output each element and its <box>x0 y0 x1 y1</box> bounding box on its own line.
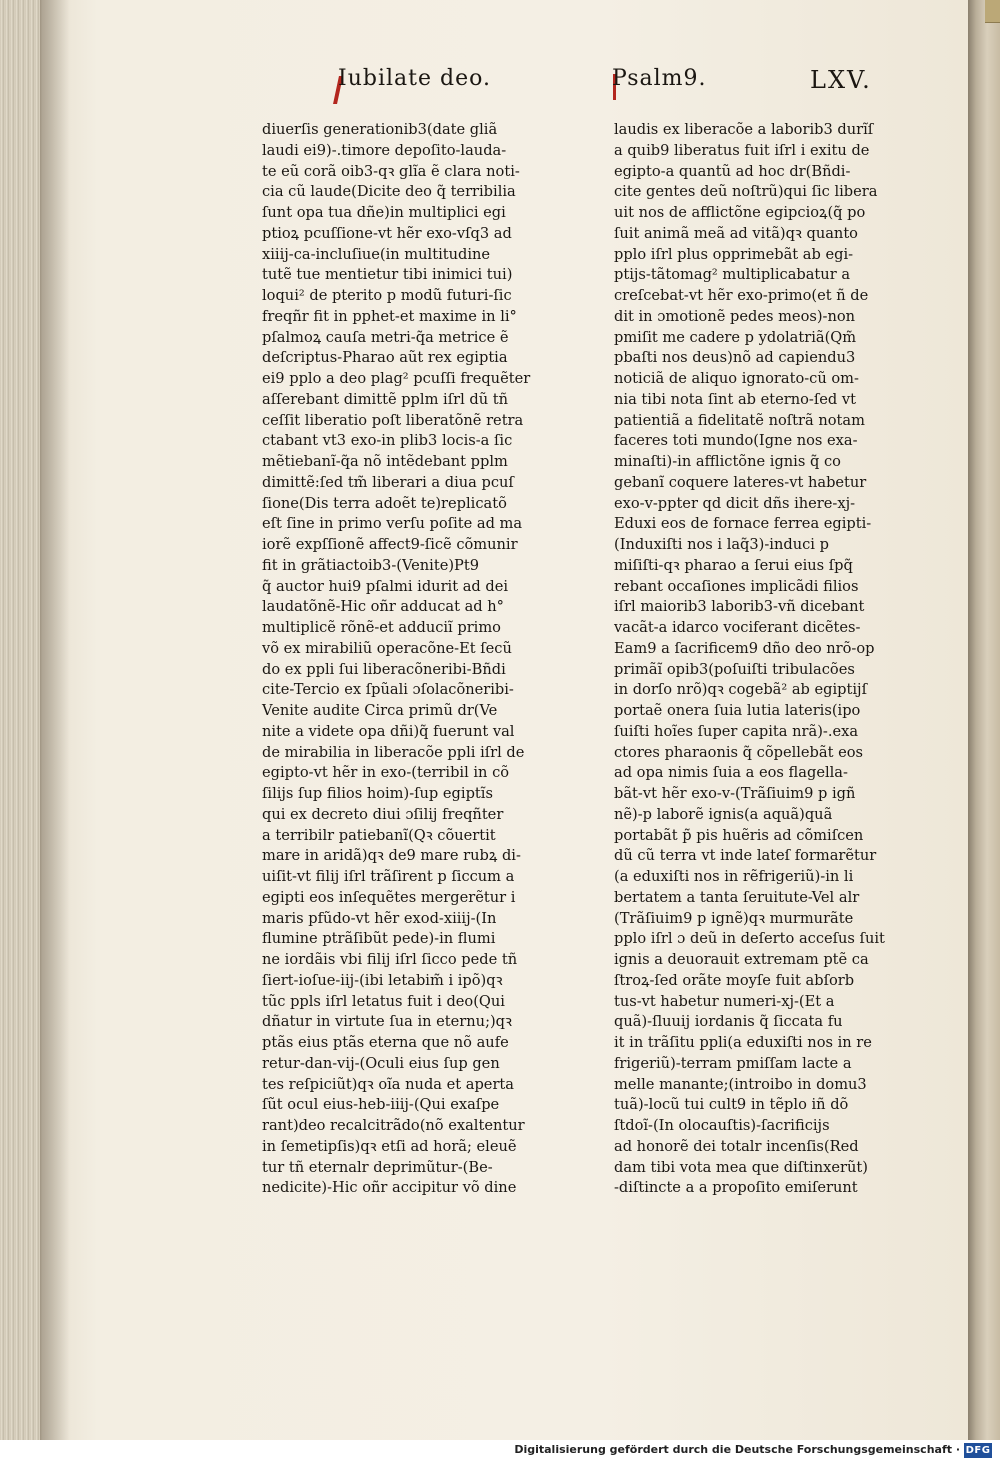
text-line: võ ex mirabiliũ operacõne-Et ſecũ <box>262 639 512 657</box>
text-line: ceſſit liberatio poſt liberatõnẽ retra <box>262 411 524 429</box>
text-line: patientiã a fidelitatẽ noſtrã notam <box>614 411 865 429</box>
text-line: ctores pharaonis q̃ cõpellebãt eos <box>614 743 864 761</box>
text-line: Eduxi eos de fornace ferrea egipti- <box>614 515 872 533</box>
text-line: -diſtincte a a propoſito emiſerunt <box>614 1179 858 1197</box>
text-line: in dorſo nrõ)qꝛ cogebã² ab egiptijſ <box>614 681 867 699</box>
text-line: a terribilr patiebanĩ(Qꝛ cõuertit <box>262 826 496 844</box>
text-line: nedicite)-Hic oñr accipitur võ dine <box>262 1179 517 1197</box>
text-line: ſione(Dis terra adoẽt te)replicatõ <box>262 494 507 512</box>
text-line: dam tibi vota mea que diſtinxerũt) <box>614 1158 868 1176</box>
text-line: noticiã de aliquo ignorato-cũ om- <box>614 370 859 387</box>
text-line: laudis ex liberacõe a laborib3 durĩſ <box>614 121 874 138</box>
text-line: faceres toti mundo(Igne nos exa- <box>614 432 858 450</box>
text-line: rebant occaſiones implicãdi filios <box>614 577 859 595</box>
text-line: ptijs-tãtomag² multiplicabatur a <box>614 266 851 284</box>
text-line: minaſti)-in afflictõne ignis q̃ co <box>614 453 841 470</box>
text-line: Venite audite Circa primũ dr(Ve <box>262 702 498 719</box>
text-line: tũc ppls iſrl letatus fuit i deo(Qui <box>262 992 505 1010</box>
text-line: ptãs eius ptãs eterna que nõ aufe <box>262 1034 509 1051</box>
text-column-left <box>262 120 552 1199</box>
text-line: iorẽ expſſionẽ affect9-ſicẽ cõmunir <box>262 536 518 553</box>
book-right-edge <box>968 0 1000 1440</box>
text-line: ne iordãis vbi filij iſrl ſicco pede tñ <box>262 951 518 968</box>
text-line: fit in grãtiactoib3-(Venite)Pt9 <box>262 556 480 574</box>
text-line: it in trãſitu ppli(a eduxiſti nos in re <box>614 1034 872 1051</box>
text-line: vacãt-a idarco vociferant dicẽtes- <box>614 619 861 636</box>
text-line: de mirabilia in liberacõe ppli iſrl de <box>262 743 525 761</box>
text-line: cia cũ laude(Dicite deo q̃ terribilia <box>262 183 516 201</box>
text-line: laudi ei9)-.timore depoſito-lauda- <box>262 141 507 159</box>
text-line: ignis a deuorauit extremam ptẽ ca <box>614 951 869 968</box>
text-line: egipti eos inſequẽtes mergerẽtur i <box>262 888 516 906</box>
text-line: multiplicẽ rõnẽ-et adduciĩ primo <box>262 619 501 636</box>
text-line: do ex ppli ſui liberacõneribi-Bñdi <box>262 660 506 678</box>
text-line: aſſerebant dimittẽ pplm iſrl dũ tñ <box>262 390 509 408</box>
text-line: ad honorẽ dei totalr incenſis(Red <box>614 1137 859 1155</box>
text-line: tuã)-locũ tui cult9 in tẽplo iñ dõ <box>614 1096 849 1114</box>
text-line: egipto-a quantũ ad hoc dr(Bñdi- <box>614 162 851 180</box>
text-line: nite a videte opa dñi)q̃ fuerunt val <box>262 722 515 740</box>
text-line: (Induxiſti nos i laq̃3)-induci p <box>614 536 829 553</box>
text-line: flumine ptrãſibũt pede)-in flumi <box>262 930 496 948</box>
text-line: tutẽ tue mentietur tibi inimici tui) <box>262 266 513 284</box>
funding-notice: Digitalisierung gefördert durch die Deutsche Forschungsgemeinschaft · <box>514 1443 960 1456</box>
text-line: ſilijs ſup filios hoim)-ſup egiptĩs <box>262 785 493 802</box>
text-line: frigeriũ)-terram pmiſſam lacte a <box>614 1054 852 1072</box>
text-line: creſcebat-vt hẽr exo-primo(et ñ de <box>614 287 869 304</box>
text-line: ſuit animã meã ad vitã)qꝛ quanto <box>614 224 858 242</box>
text-column-right <box>614 120 914 1199</box>
text-line: tes reſpiciũt)qꝛ oĩa nuda et aperta <box>262 1075 514 1093</box>
text-line: q̃ auctor hui9 pſalmi idurit ad dei <box>262 577 509 595</box>
text-line: retur-dan-vij-(Oculi eius ſup gen <box>262 1054 500 1072</box>
text-line: dũ cũ terra vt inde lateſ formarẽtur <box>614 847 877 865</box>
gutter-shadow <box>40 0 70 1440</box>
text-line: ſunt opa tua dñe)in multiplici egi <box>262 204 506 221</box>
text-line: ei9 pplo a deo plag² pcuſſi frequẽter <box>262 370 531 387</box>
text-line: portaẽ onera ſuia lutia lateris(ipo <box>614 702 861 719</box>
running-head-left: Iubilate deo. <box>338 66 491 91</box>
text-line: (a eduxiſti nos in rẽfrigeriũ)-in li <box>614 868 854 885</box>
text-line: cite-Tercio ex ſpũali ɔſolacõneribi- <box>262 681 514 699</box>
text-line: ctabant vt3 exo-in plib3 locis-a ſic <box>262 432 513 450</box>
text-line: quã)-ſluuij iordanis q̃ ſiccata fu <box>614 1013 843 1031</box>
dfg-logo-icon: DFG <box>965 1445 991 1456</box>
text-line: tus-vt habetur numeri-xj-(Et a <box>614 992 835 1010</box>
text-line: miſiſti-qꝛ pharao a ſerui eius ſpq̃ <box>614 556 853 574</box>
text-line: mẽtiebanĩ-q̃a nõ intẽdebant pplm <box>262 453 508 470</box>
text-line: bãt-vt hẽr exo-v-(Trãſiuim9 p igñ <box>614 785 856 802</box>
text-line: a quib9 liberatus fuit iſrl i exitu de <box>614 141 870 159</box>
text-line: loqui² de pterito p modũ futuri-ſic <box>262 287 512 304</box>
text-line: xiiij-ca-incluſiue(in multitudine <box>262 245 491 263</box>
text-line: freqñr fit in pphet-et maxime in li° <box>262 307 517 325</box>
text-line: dñatur in virtute ſua in eternu;)qꝛ <box>262 1013 512 1031</box>
text-line: portabãt p̃ pis huẽris ad cõmiſcen <box>614 826 864 844</box>
text-line: uit nos de afflictõne egipcioꝝ(q̃ po <box>614 204 866 221</box>
text-line: maris pfũdo-vt hẽr exod-xiiij-(In <box>262 909 497 927</box>
text-line: pplo iſrl plus opprimebãt ab egi- <box>614 245 854 263</box>
text-line: pbaſti nos deus)nõ ad capiendu3 <box>614 349 856 367</box>
text-line: ſuiſti hoĩes ſuper capita nrã)-.exa <box>614 722 859 740</box>
text-line: pſalmoꝝ cauſa metri-q̃a metrice ẽ <box>262 328 509 346</box>
text-line: ſtdoĩ-(In olocauſtis)-ſacrificijs <box>614 1117 830 1134</box>
text-line: exo-v-ppter qd dicit dñs ihere-xj- <box>614 494 856 512</box>
text-line: (Trãſiuim9 p ignẽ)qꝛ murmurãte <box>614 909 854 927</box>
footer-bar <box>0 1440 1000 1462</box>
text-line: tur tñ eternalr deprimũtur-(Be- <box>262 1158 493 1176</box>
text-line: mare in aridã)qꝛ de9 mare rubꝝ di- <box>262 847 521 865</box>
book-page-edges <box>0 0 42 1440</box>
text-line: diuerſis generationib3(date gliã <box>262 121 498 138</box>
text-line: in ſemetipſis)qꝛ etſi ad horã; eleuẽ <box>262 1137 517 1155</box>
running-head-middle: Psalm9. <box>612 66 707 91</box>
text-line: eſt ſine in primo verſu poſite ad ma <box>262 515 523 533</box>
text-line: nẽ)-p laborẽ ignis(a aquã)quã <box>614 805 833 823</box>
text-line: cite gentes deũ noſtrũ)qui ſic libera <box>614 183 878 201</box>
text-line: pplo iſrl ɔ deũ in deſerto acceſus ſuit <box>614 930 885 948</box>
text-line: uiſit-vt filij iſrl trãſirent p ſiccum a <box>262 868 515 885</box>
text-line: ſtroꝝ-ſed orãte moyſe fuit abſorb <box>614 971 855 989</box>
text-line: iſrl maiorib3 laborib3-vñ dicebant <box>614 598 865 616</box>
text-line: dit in ɔmotionẽ pedes meos)-non <box>614 307 856 325</box>
folio-number: LXV. <box>810 66 872 94</box>
text-line: nia tibi nota ſint ab eterno-ſed vt <box>614 390 856 408</box>
text-line: gebanĩ coquere lateres-vt habetur <box>614 473 867 491</box>
text-line: melle manante;(introibo in domu3 <box>614 1075 867 1093</box>
text-line: ſũt ocul eius-heb-iiij-(Qui exaſpe <box>262 1096 500 1114</box>
text-line: rant)deo recalcitrãdo(nõ exaltentur <box>262 1117 525 1134</box>
text-line: ptioꝝ pcuſſione-vt hẽr exo-vſq3 ad <box>262 224 512 242</box>
text-line: deſcriptus-Pharao aũt rex egiptia <box>262 349 508 367</box>
text-line: primãĩ opib3(poſuiſti tribulacões <box>614 660 855 678</box>
text-line: pmiſit me cadere p ydolatriã(Qm̃ <box>614 328 857 346</box>
text-line: bertatem a tanta ſeruitute-Vel alr <box>614 888 860 906</box>
text-line: te eũ corã oib3-qꝛ glĩa ẽ clara noti- <box>262 162 520 180</box>
text-line: ad opa nimis ſuia a eos flagella- <box>614 764 848 782</box>
text-line: laudatõnẽ-Hic oñr adducat ad h° <box>262 598 504 616</box>
text-line: egipto-vt hẽr in exo-(terribil in cõ <box>262 764 510 782</box>
text-line: Eam9 a ſacrificem9 dño deo nrõ-op <box>614 639 875 657</box>
text-line: ſiert-ioſue-iij-(ibi letabim̃ i ipõ)qꝛ <box>262 971 503 989</box>
text-line: dimittẽ:ſed tm̃ liberari a diua pcuſ <box>262 473 514 491</box>
edge-tab <box>985 0 1000 23</box>
text-line: qui ex decreto diui ɔſilij freqñter <box>262 805 504 823</box>
